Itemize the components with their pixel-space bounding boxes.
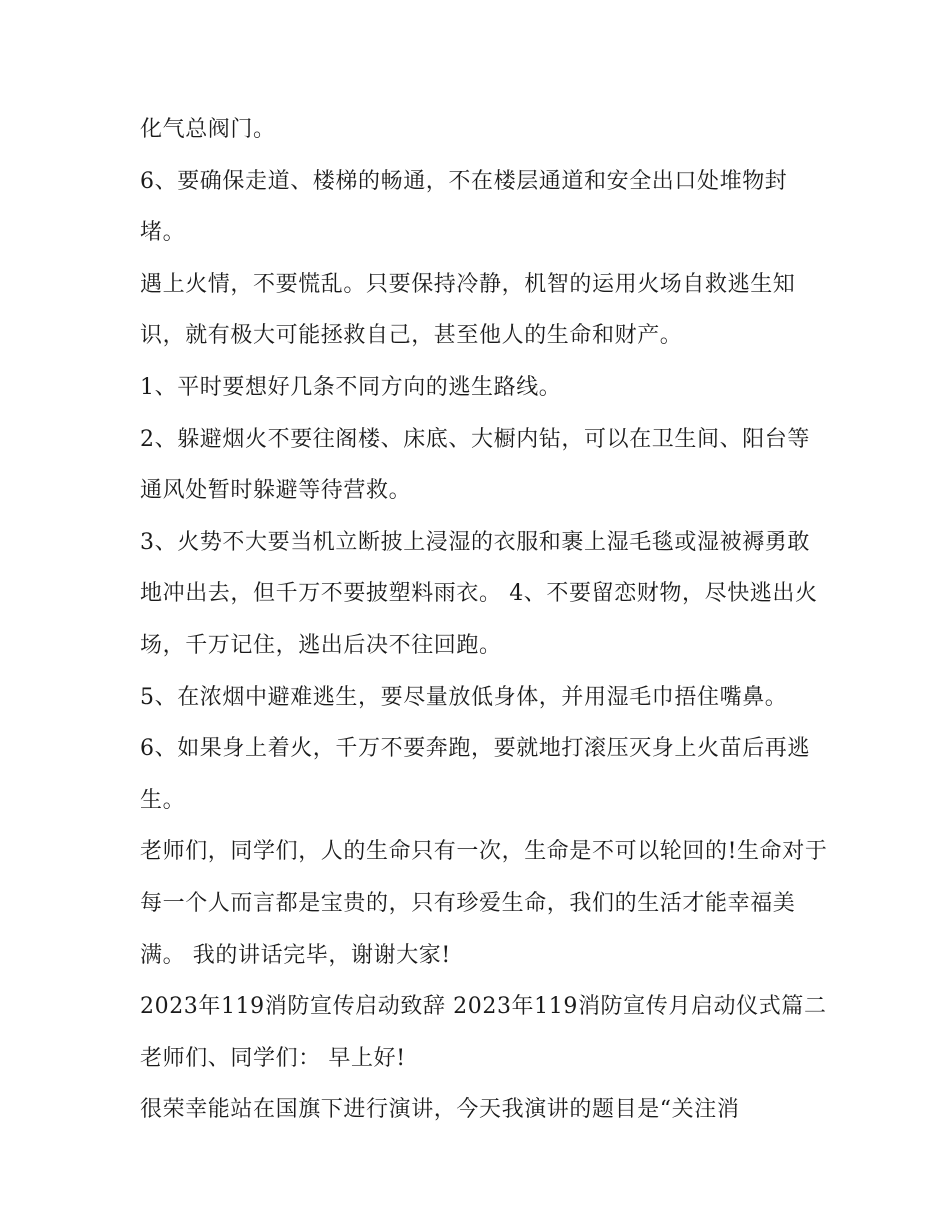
paragraph: 6、要确保走道、楼梯的畅通，不在楼层通道和安全出口处堆物封堵。 — [140, 168, 788, 246]
paragraph: 很荣幸能站在国旗下进行演讲，今天我演讲的题目是“关注消 — [140, 1097, 740, 1123]
paragraph: 2023年119消防宣传启动致辞 2023年119消防宣传月启动仪式篇二 老师们、同学们： 早上好! — [140, 994, 827, 1071]
paragraph: 化气总阀门。 — [140, 117, 276, 142]
paragraph: 1、平时要想好几条不同方向的逃生路线。 — [140, 374, 562, 400]
paragraph: 老师们，同学们，人的生命只有一次，生命是不可以轮回的!生命对于每一个人而言都是宝贵的，只有珍爱生命，我们的生活才能幸福美满。 我的讲话完毕，谢谢大家! — [140, 839, 828, 968]
paragraph: 2、躲避烟火不要往阁楼、床底、大橱内钻，可以在卫生间、阳台等通风处暂时躲避等待营救。 — [140, 426, 810, 504]
paragraph: 3、火势不大要当机立断披上浸湿的衣服和裹上湿毛毯或湿被褥勇敢地冲出去，但千万不要披塑料雨衣。 4、不要留恋财物，尽快逃出火场，千万记住，逃出后决不往回跑。 — [140, 529, 818, 658]
paragraph: 5、在浓烟中避难逃生，要尽量放低身体，并用湿毛巾捂住嘴鼻。 6、如果身上着火，千万不要奔跑，要就地打滚压灭身上火苗后再逃生。 — [140, 684, 810, 813]
paragraph: 遇上火情，不要慌乱。只要保持冷静，机智的运用火场自救逃生知识，就有极大可能拯救自己，甚至他人的生命和财产。 — [140, 271, 796, 349]
document-body — [140, 104, 830, 1136]
